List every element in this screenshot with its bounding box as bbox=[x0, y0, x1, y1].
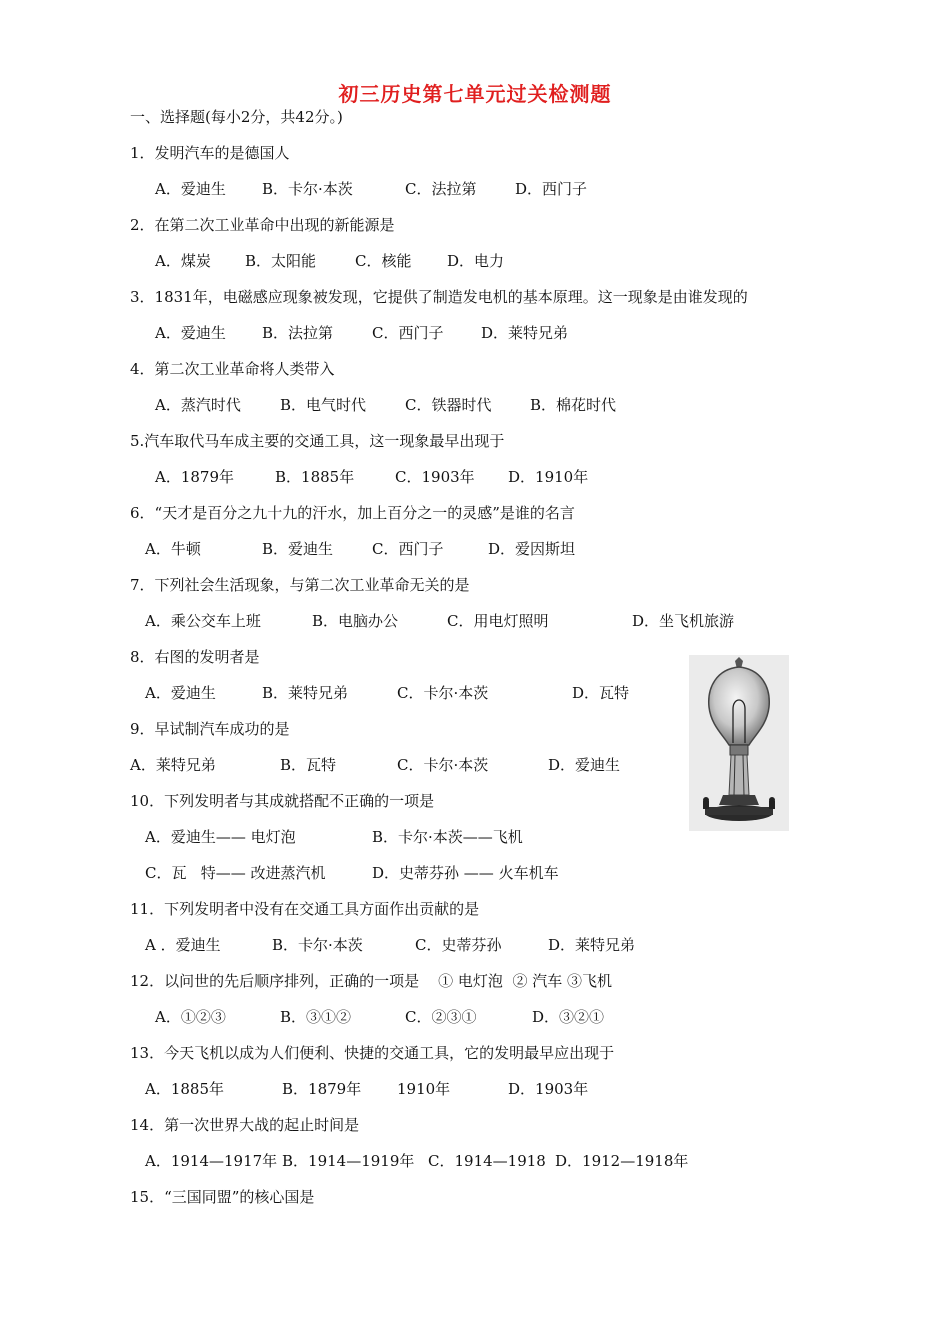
q10-option-a: A．爱迪生—— 电灯泡 bbox=[145, 828, 296, 846]
question-5-stem: 5.汽车取代马车成主要的交通工具，这一现象最早出现于 bbox=[130, 432, 505, 450]
q11-option-b: B．卡尔·本茨 bbox=[272, 936, 363, 954]
page-title: 初三历史第七单元过关检测题 bbox=[338, 82, 612, 106]
q13-option-c: 1910年 bbox=[397, 1080, 451, 1098]
q6-option-d: D．爱因斯坦 bbox=[488, 540, 576, 558]
q13-option-d: D．1903年 bbox=[508, 1080, 589, 1098]
q4-option-d: B．棉花时代 bbox=[530, 396, 617, 414]
q2-option-a: A．煤炭 bbox=[155, 252, 211, 270]
q9-option-c: C．卡尔·本茨 bbox=[397, 756, 489, 774]
q7-option-d: D．坐飞机旅游 bbox=[632, 612, 735, 630]
q3-option-b: B．法拉第 bbox=[262, 324, 334, 342]
q4-option-c: C．铁器时代 bbox=[405, 396, 492, 414]
q3-option-a: A．爱迪生 bbox=[155, 324, 226, 342]
q4-option-b: B．电气时代 bbox=[280, 396, 367, 414]
q1-option-a: A．爱迪生 bbox=[155, 180, 226, 198]
q14-option-a: A．1914—1917年 bbox=[145, 1152, 278, 1170]
q7-option-b: B．电脑办公 bbox=[312, 612, 399, 630]
q12-option-c: C．②③① bbox=[405, 1008, 477, 1026]
q3-option-d: D．莱特兄弟 bbox=[481, 324, 569, 342]
question-15-stem: 15．“三国同盟”的核心国是 bbox=[130, 1188, 315, 1206]
q10-option-c: C．瓦 特—— 改进蒸汽机 bbox=[145, 864, 326, 882]
q5-option-c: C．1903年 bbox=[395, 468, 475, 486]
question-9-stem: 9．早试制汽车成功的是 bbox=[130, 720, 290, 738]
q5-option-d: D．1910年 bbox=[508, 468, 589, 486]
q5-option-b: B．1885年 bbox=[275, 468, 355, 486]
q10-option-d: D．史蒂芬孙 —— 火车机车 bbox=[372, 864, 559, 882]
q13-option-b: B．1879年 bbox=[282, 1080, 362, 1098]
q8-option-c: C．卡尔·本茨 bbox=[397, 684, 489, 702]
q6-option-a: A．牛顿 bbox=[145, 540, 201, 558]
q8-option-d: D．瓦特 bbox=[572, 684, 630, 702]
question-4-stem: 4．第二次工业革命将人类带入 bbox=[130, 360, 335, 378]
q14-option-b: B．1914—1919年 bbox=[282, 1152, 415, 1170]
q2-option-d: D．电力 bbox=[447, 252, 505, 270]
q4-option-a: A．蒸汽时代 bbox=[155, 396, 241, 414]
question-7-stem: 7．下列社会生活现象，与第二次工业革命无关的是 bbox=[130, 576, 470, 594]
q11-option-a: A ．爱迪生 bbox=[145, 936, 221, 954]
q6-option-c: C．西门子 bbox=[372, 540, 444, 558]
q8-option-b: B．莱特兄弟 bbox=[262, 684, 349, 702]
q10-option-b: B．卡尔·本茨——飞机 bbox=[372, 828, 523, 846]
q7-option-a: A．乘公交车上班 bbox=[145, 612, 261, 630]
q12-option-b: B．③①② bbox=[280, 1008, 352, 1026]
q9-option-d: D．爱迪生 bbox=[548, 756, 621, 774]
question-8-stem: 8．右图的发明者是 bbox=[130, 648, 260, 666]
q7-option-c: C．用电灯照明 bbox=[447, 612, 549, 630]
question-12-stem: 12．以问世的先后顺序排列，正确的一项是 ① 电灯泡 ② 汽车 ③飞机 bbox=[130, 972, 613, 990]
q14-option-d: D．1912—1918年 bbox=[555, 1152, 689, 1170]
question-13-stem: 13．今天飞机以成为人们便利、快捷的交通工具，它的发明最早应出现于 bbox=[130, 1044, 615, 1062]
q2-option-b: B．太阳能 bbox=[245, 252, 317, 270]
light-bulb-icon bbox=[689, 655, 789, 831]
q3-option-c: C．西门子 bbox=[372, 324, 444, 342]
question-14-stem: 14．第一次世界大战的起止时间是 bbox=[130, 1116, 360, 1134]
q12-option-a: A．①②③ bbox=[155, 1008, 226, 1026]
q1-option-b: B．卡尔·本茨 bbox=[262, 180, 353, 198]
question-1-stem: 1．发明汽车的是德国人 bbox=[130, 144, 290, 162]
q14-option-c: C．1914—1918 bbox=[428, 1152, 546, 1170]
q9-option-a: A．莱特兄弟 bbox=[130, 756, 216, 774]
question-6-stem: 6．“天才是百分之九十九的汗水，加上百分之一的灵感”是谁的名言 bbox=[130, 504, 575, 522]
light-bulb-photo bbox=[689, 655, 789, 831]
q9-option-b: B．瓦特 bbox=[280, 756, 337, 774]
q1-option-d: D．西门子 bbox=[515, 180, 588, 198]
question-2-stem: 2．在第二次工业革命中出现的新能源是 bbox=[130, 216, 395, 234]
question-10-stem: 10．下列发明者与其成就搭配不正确的一项是 bbox=[130, 792, 435, 810]
q12-option-d: D．③②① bbox=[532, 1008, 605, 1026]
q2-option-c: C．核能 bbox=[355, 252, 412, 270]
q8-option-a: A．爱迪生 bbox=[145, 684, 216, 702]
q6-option-b: B．爱迪生 bbox=[262, 540, 334, 558]
section-heading: 一、选择题(每小2分，共42分。) bbox=[130, 108, 343, 126]
q1-option-c: C．法拉第 bbox=[405, 180, 477, 198]
question-3-stem: 3．1831年，电磁感应现象被发现，它提供了制造发电机的基本原理。这一现象是由谁发现的 bbox=[130, 288, 748, 306]
q5-option-a: A．1879年 bbox=[155, 468, 235, 486]
q13-option-a: A．1885年 bbox=[145, 1080, 225, 1098]
question-11-stem: 11．下列发明者中没有在交通工具方面作出贡献的是 bbox=[130, 900, 480, 918]
q11-option-d: D．莱特兄弟 bbox=[548, 936, 636, 954]
q11-option-c: C．史蒂芬孙 bbox=[415, 936, 502, 954]
